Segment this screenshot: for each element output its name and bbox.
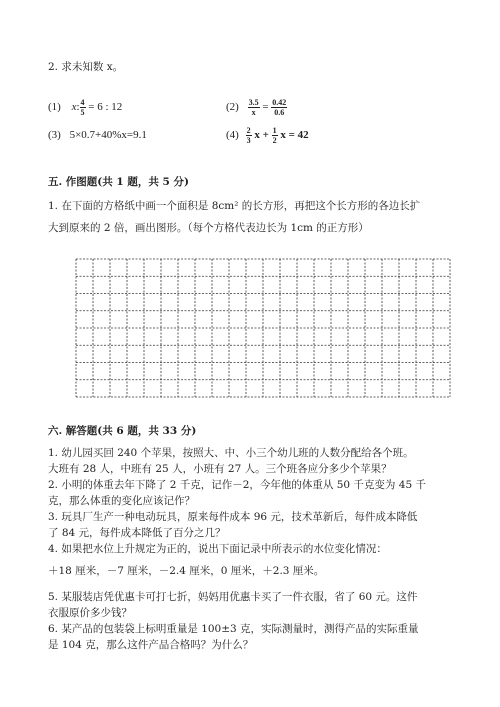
answer-line: ＋18 厘米，－7 厘米，－2.4 厘米，0 厘米，＋2.3 厘米。	[48, 565, 325, 577]
equation-4-fraction-1	[246, 126, 252, 145]
equation-4	[226, 126, 309, 145]
fraction-numerator: 3.5	[248, 98, 259, 107]
answer-line: 克，那么体重的变化应该记作？	[48, 495, 195, 507]
equation-1-colon: :	[76, 101, 80, 114]
answer-line: 5. 某服装店凭优惠卡可打七折，妈妈用优惠卡买了一件衣服，省了 60 元。这件	[48, 591, 418, 603]
fraction-numerator: 0.42	[272, 98, 287, 107]
question-2-label: 2. 求未知数 x。	[48, 61, 124, 73]
answer-line: 大班有 28 人，中班有 25 人，小班有 27 人。三个班各应分多少个苹果？	[48, 463, 392, 475]
equation-1-fraction	[80, 98, 86, 117]
section-6-heading: 六. 解答题(共 6 题，共 33 分)	[48, 425, 197, 437]
fraction-numerator: 1	[272, 126, 277, 135]
equation-4-fraction-2	[272, 126, 278, 145]
equation-4-number: (4)	[226, 129, 239, 142]
equation-4-mid: x +	[254, 129, 269, 142]
fraction-denominator: 3	[246, 136, 251, 145]
section-5-question-line-1: 1. 在下面的方格纸中画一个面积是 8cm² 的长方形，再把这个长方形的各边长扩	[48, 200, 421, 212]
equation-2-fraction-right	[271, 98, 287, 117]
square-grid[interactable]	[75, 258, 451, 398]
answer-line: 3. 玩具厂生产一种电动玩具，原来每件成本 96 元，技术革新后，每件成本降低	[48, 511, 418, 523]
equation-1-rest: = 6 : 12	[88, 101, 123, 114]
equation-2-equals: =	[262, 101, 269, 114]
fraction-denominator: 0.6	[274, 108, 285, 117]
fraction-numerator: 4	[80, 98, 85, 107]
answer-line: 衣服原价多少钱？	[48, 607, 132, 619]
equation-2-fraction-left	[248, 98, 260, 117]
section-5-question-line-2: 大到原来的 2 倍，画出图形。（每个方格代表边长为 1cm 的正方形）	[48, 222, 369, 234]
answer-line: 4. 如果把水位上升规定为正的，说出下面记录中所表示的水位变化情况：	[48, 543, 387, 555]
section-5-heading: 五. 作图题(共 1 题，共 5 分)	[48, 176, 189, 188]
answer-line: 2. 小明的体重去年下降了 2 千克，记作－2，今年他的体重从 50 千克变为 45 千	[48, 479, 426, 491]
equation-1-number: (1)	[48, 101, 61, 114]
answer-line: 了 84 元，每件成本降低了百分之几？	[48, 527, 226, 539]
equation-3	[48, 128, 147, 142]
answer-line: 是 104 克，那么这件产品合格吗？为什么？	[48, 639, 254, 651]
fraction-denominator: x	[251, 108, 256, 117]
equation-1-var: x	[71, 101, 77, 114]
equation-2-number: (2)	[226, 101, 239, 114]
equation-3-text: 5×0.7+40%x=9.1	[69, 129, 147, 141]
answer-line: 1. 幼儿园买回 240 个苹果，按照大、中、小三个幼儿班的人数分配给各个班。	[48, 447, 414, 459]
fraction-denominator: 5	[80, 108, 85, 117]
equation-3-number: (3)	[48, 129, 61, 141]
equation-4-tail: x = 42	[280, 129, 309, 142]
equation-2	[226, 98, 287, 117]
fraction-denominator: 2	[272, 136, 277, 145]
grid-svg	[75, 258, 451, 398]
equation-1	[48, 98, 122, 117]
fraction-numerator: 2	[246, 126, 251, 135]
answer-line: 6. 某产品的包装袋上标明重量是 100±3 克，实际测量时，测得产品的实际重量	[48, 623, 419, 635]
